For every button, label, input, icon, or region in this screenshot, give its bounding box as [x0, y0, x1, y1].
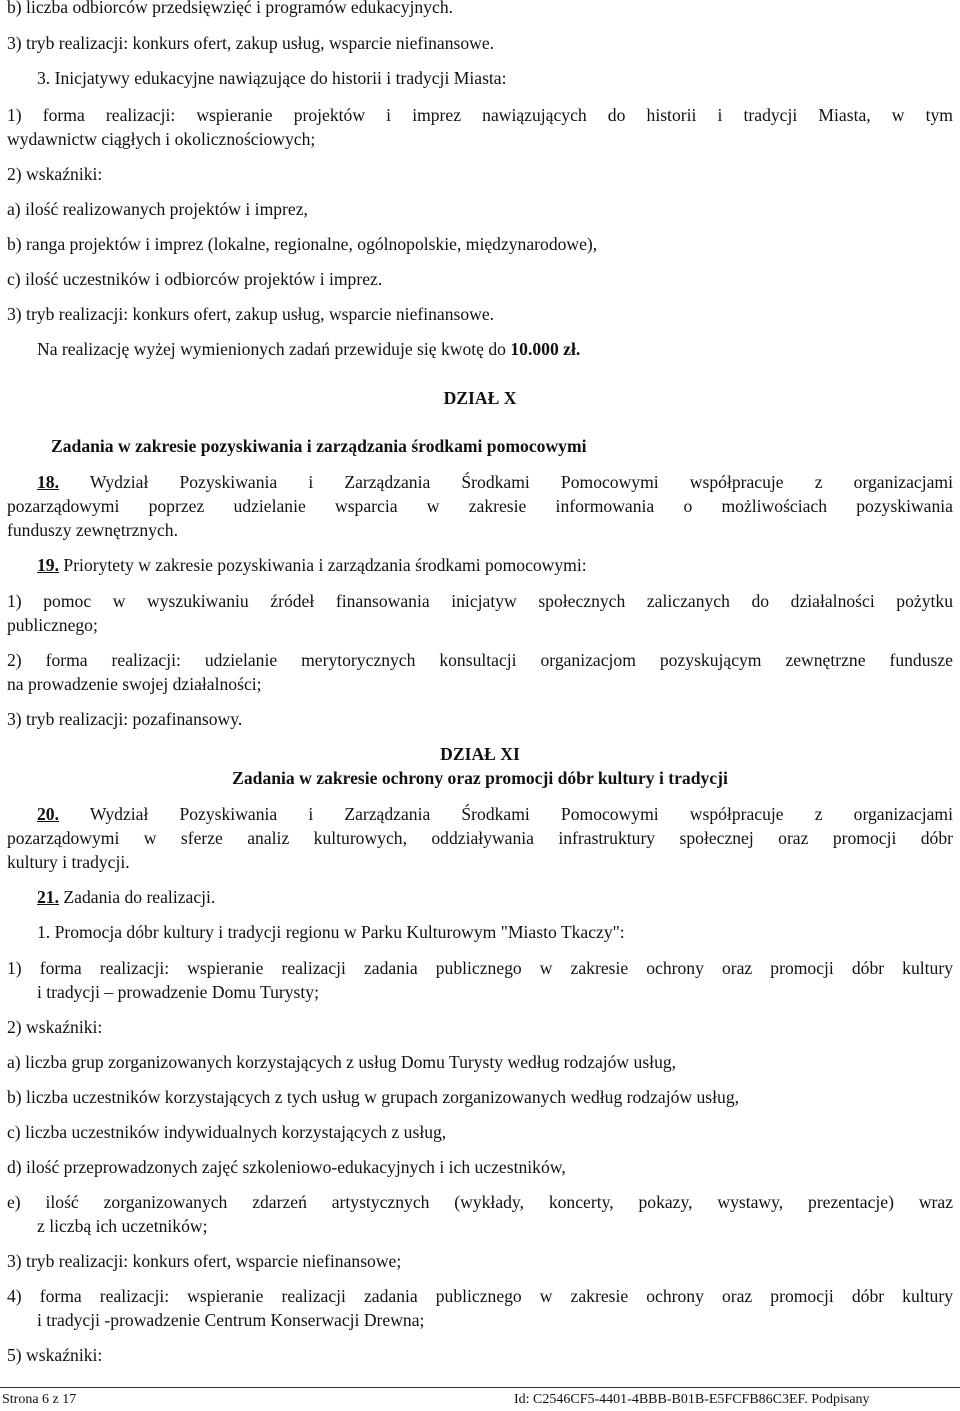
document-id: Id: C2546CF5-4401-4BBB-B01B-E5FCFB86C3EF. Podpisany [514, 1392, 870, 1407]
list-item: b) liczba odbiorców przedsięwzięć i programów edukacyjnych. [7, 0, 454, 17]
list-item: 3) tryb realizacji: konkurs ofert, zakup usług, wsparcie niefinansowe. [7, 304, 495, 324]
chapter-subtitle: Zadania w zakresie ochrony oraz promocji dóbr kultury i tradycji [232, 768, 728, 788]
list-item: c) ilość uczestników i odbiorców projektów i imprez. [7, 269, 383, 289]
paragraph-line: pozarządowymi w sferze analiz kulturowych, oddziaływania infrastruktury społecznej oraz promocji dóbr [7, 828, 953, 848]
section-heading: 3. Inicjatywy edukacyjne nawiązujące do historii i tradycji Miasta: [37, 68, 507, 88]
footer-divider [0, 1387, 960, 1388]
budget-line [37, 337, 953, 361]
paragraph-line [7, 885, 953, 909]
list-item: i tradycji -prowadzenie Centrum Konserwacji Drewna; [37, 1310, 425, 1330]
paragraph-number: 19. [37, 555, 59, 575]
list-item: c) liczba uczestników indywidualnych korzystających z usług, [7, 1122, 447, 1142]
list-item: 1) forma realizacji: wspieranie projektów i imprez nawiązujących do historii i tradycji Miasta, w tym [7, 105, 953, 125]
paragraph-line: pozarządowymi poprzez udzielanie wsparcia w zakresie informowania o możliwościach pozyskiwania [7, 496, 953, 516]
paragraph-text: Wydział Pozyskiwania i Zarządzania Środkami Pomocowymi współpracuje z organizacjami [89, 804, 953, 824]
list-item: 3) tryb realizacji: pozafinansowy. [7, 709, 243, 729]
list-item: b) ranga projektów i imprez (lokalne, regionalne, ogólnopolskie, międzynarodowe), [7, 234, 598, 254]
list-item: a) liczba grup zorganizowanych korzystających z usług Domu Turysty według rodzajów usług, [7, 1052, 677, 1072]
list-item: 4) forma realizacji: wspieranie realizacji zadania publicznego w zakresie ochrony oraz promocji dóbr kultury [7, 1286, 953, 1306]
list-item: b) liczba uczestników korzystających z tych usług w grupach zorganizowanych według rodzajów usług, [7, 1087, 740, 1107]
list-item: e) ilość zorganizowanych zdarzeń artystycznych (wykłady, koncerty, pokazy, wystawy, prezentacje) wraz [7, 1192, 953, 1212]
list-item: z liczbą ich uczetników; [37, 1216, 208, 1236]
paragraph-line [7, 802, 953, 826]
chapter-title: DZIAŁ X [443, 388, 517, 408]
list-item: publicznego; [7, 615, 98, 635]
section-heading: 1. Promocja dóbr kultury i tradycji regionu w Parku Kulturowym "Miasto Tkaczy": [37, 922, 625, 942]
paragraph-line [7, 553, 953, 577]
paragraph-line: kultury i tradycji. [7, 852, 130, 872]
chapter-subtitle: Zadania w zakresie pozyskiwania i zarządzania środkami pomocowymi [51, 436, 587, 456]
list-item: na prowadzenie swojej działalności; [7, 674, 262, 694]
page-number: Strona 6 z 17 [2, 1392, 77, 1407]
chapter-title: DZIAŁ XI [440, 744, 520, 764]
list-item: 2) wskaźniki: [7, 1017, 103, 1037]
paragraph-text: Wydział Pozyskiwania i Zarządzania Środkami Pomocowymi współpracuje z organizacjami [89, 472, 953, 492]
paragraph-line: funduszy zewnętrznych. [7, 520, 178, 540]
list-item: 3) tryb realizacji: konkurs ofert, zakup usług, wsparcie niefinansowe. [7, 33, 495, 53]
budget-text: Na realizację wyżej wymienionych zadań przewiduje się kwotę do [37, 339, 511, 359]
list-item: 2) forma realizacji: udzielanie merytorycznych konsultacji organizacjom pozyskującym zewnętrzne fundusze [7, 650, 953, 670]
paragraph-text: Zadania do realizacji. [63, 887, 216, 907]
list-item: d) ilość przeprowadzonych zajęć szkoleniowo-edukacyjnych i ich uczestników, [7, 1157, 566, 1177]
list-item: a) ilość realizowanych projektów i imprez, [7, 199, 308, 219]
paragraph-number: 20. [37, 804, 59, 824]
list-item: 2) wskaźniki: [7, 164, 103, 184]
budget-amount: 10.000 zł. [510, 339, 581, 359]
list-item: 1) pomoc w wyszukiwaniu źródeł finansowania inicjatyw społecznych zaliczanych do działalności pożytku [7, 591, 953, 611]
list-item: wydawnictw ciągłych i okolicznościowych; [7, 129, 316, 149]
paragraph-number: 18. [37, 472, 59, 492]
list-item: i tradycji – prowadzenie Domu Turysty; [37, 982, 319, 1002]
list-item: 5) wskaźniki: [7, 1345, 103, 1365]
paragraph-number: 21. [37, 887, 59, 907]
paragraph-text: Priorytety w zakresie pozyskiwania i zarządzania środkami pomocowymi: [63, 555, 587, 575]
list-item: 1) forma realizacji: wspieranie realizacji zadania publicznego w zakresie ochrony oraz promocji dóbr kultury [7, 958, 953, 978]
list-item: 3) tryb realizacji: konkurs ofert, wsparcie niefinansowe; [7, 1251, 402, 1271]
paragraph-line [7, 470, 953, 494]
